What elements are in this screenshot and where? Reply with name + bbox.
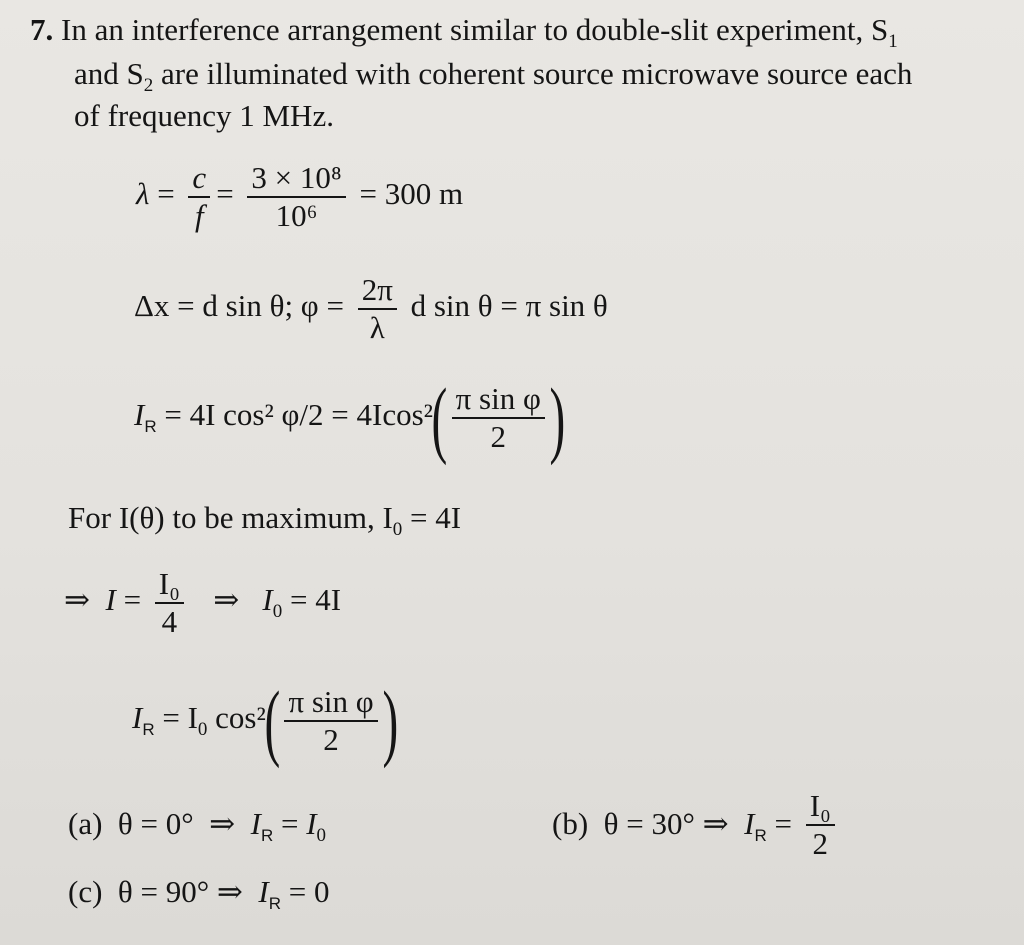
case-a-label: (a) (68, 806, 103, 841)
general-mid: = I (154, 700, 198, 736)
intensity-mid: = 4I cos² φ/2 = 4Icos² (164, 397, 433, 433)
s2-subscript: 2 (143, 75, 154, 96)
statement-line-2-post: are illuminated with coherent source microwave source each (153, 56, 913, 91)
wavelength-denominator: 10⁶ (247, 196, 345, 234)
case-b: (b) θ = 30° ⇒ $I_R$ = $\frac{\text{I₀}}{2}$ (552, 788, 841, 861)
wavelength-numerator: 3 × 10⁸ (251, 160, 342, 195)
general-cos: cos² (207, 700, 266, 736)
case-a: (a) θ = 0° ⇒ $I_R = I_0$ (68, 806, 327, 846)
case-c-label: (c) (68, 874, 103, 909)
phase-equation (134, 272, 608, 345)
wavelength-result: = 300 m (359, 175, 464, 211)
path-difference: Δx = d sin θ; φ = (134, 287, 344, 323)
case-c-condition: θ = 90° (117, 874, 210, 909)
case-c-result: = 0 (288, 874, 330, 909)
problem-line-2 (74, 56, 913, 96)
phase-numerator: 2π (361, 272, 393, 307)
case-c: (c) θ = 90° ⇒ $I_R = 0$ (68, 874, 330, 913)
problem-number: 7. (30, 12, 54, 47)
intensity-relation: ⇒ I = $\frac{\text{I₀}}{4}$ ⇒ $I_0 = 4I$ (64, 566, 342, 639)
s1-subscript: 1 (888, 31, 898, 52)
c-over-f-fraction: $\frac{c}{f}$ (188, 160, 210, 233)
four-denominator: 4 (155, 602, 184, 640)
case-a-condition: θ = 0° (117, 806, 194, 841)
problem-line-1 (30, 12, 898, 52)
phase-tail: d sin θ = π sin θ (410, 287, 608, 323)
i0-numerator: I₀ (158, 566, 180, 601)
maximum-tail: = 4I (402, 500, 462, 535)
statement-line-3: of frequency 1 MHz. (74, 98, 334, 133)
case-b-fraction (806, 788, 835, 861)
i-over-4-fraction (155, 566, 184, 639)
intensity-fraction-num: π sin φ (455, 381, 541, 417)
general-intensity-equation: $I_R = I_0$ cos²( $\frac{\text{π sin φ}}{2}$ ) (132, 673, 398, 769)
resultant-intensity-equation: $I_R = 4I$ cos² φ/2 = 4Icos²( $\frac{\text{π sin φ}}{2}$ ) (134, 370, 566, 466)
i0-result: = 4I (290, 581, 342, 617)
statement-line-1: In an interference arrangement similar to double-slit experiment, S (61, 12, 889, 47)
maximum-text: For I(θ) to be maximum, I (68, 500, 393, 535)
phase-denominator: λ (358, 308, 397, 346)
intensity-fraction (452, 381, 545, 454)
case-b-condition: θ = 30° (603, 806, 695, 841)
case-b-numerator: I₀ (809, 788, 831, 823)
case-b-denominator: 2 (806, 824, 835, 862)
problem-line-3 (74, 100, 334, 131)
phase-fraction (358, 272, 397, 345)
statement-line-2-pre: and S (74, 56, 144, 91)
case-b-label: (b) (552, 806, 589, 841)
wavelength-fraction (247, 160, 345, 233)
general-fraction-num: π sin φ (288, 684, 374, 720)
general-fraction-den: 2 (284, 720, 377, 758)
maximum-condition: For I(θ) to be maximum, $I_0 = 4I$ (68, 500, 462, 540)
intensity-fraction-den: 2 (452, 417, 545, 455)
general-fraction (284, 684, 377, 757)
wavelength-equation: λ = $\frac{c}{f}$ = $\frac{\text{3 × 10⁸}}{\text{10⁶}}$ = 300 m (136, 160, 464, 233)
